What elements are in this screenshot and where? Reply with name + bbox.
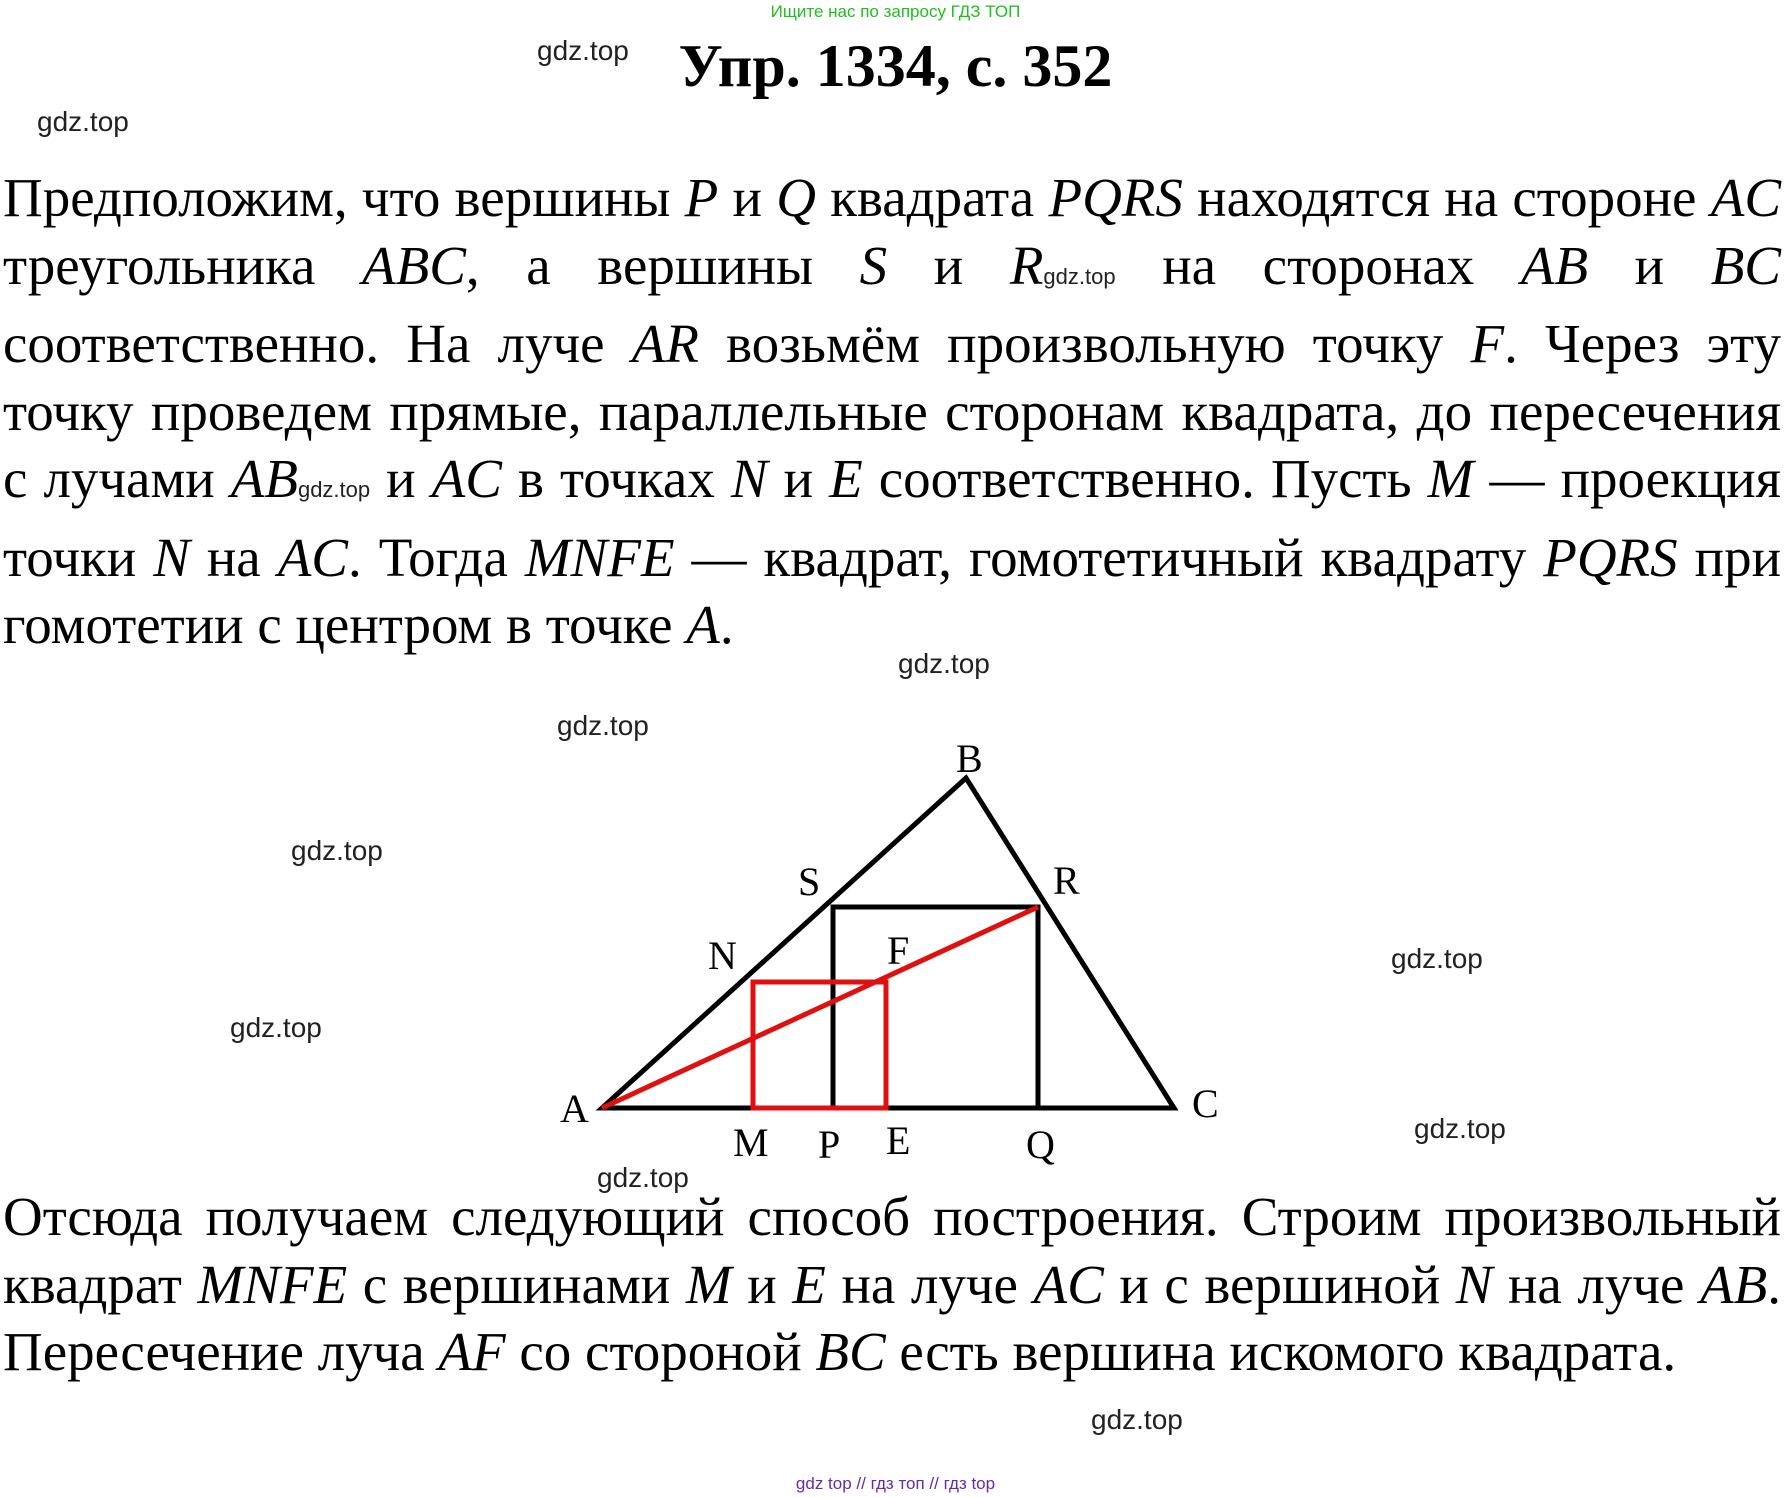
label-m: M (733, 1120, 769, 1165)
watermark: gdz.top (1414, 1113, 1506, 1144)
segment-ar (602, 907, 1038, 1108)
label-b: B (956, 736, 983, 781)
watermark-inline: gdz.top (297, 477, 371, 502)
label-c: C (1192, 1081, 1219, 1126)
watermark: gdz.top (898, 648, 990, 679)
label-e: E (886, 1118, 911, 1163)
square-pqrs (833, 907, 1038, 1108)
solution-paragraph-1: Предположим, что вершины P и Q квадрата PQRS находятся на стороне AC треугольника ABC, а вершины S и Rgdz.top на сторонах AB и BC соответственно. На луче AR возьмём произвольную точку F. Через эту точку проведем прямые, параллельные сторонам квадрата, до пересечения с лучами ABgdz.top и AC в точках N и E соответственно. Пусть M — проекция точки N на AC. Тогда MNFE — квадрат, гомотетичный квадрату PQRS при гомотетии с центром в точке A. (3, 167, 1782, 655)
watermark: gdz.top (291, 835, 383, 866)
label-p: P (818, 1122, 841, 1167)
label-f: F (887, 928, 910, 973)
solution-paragraph-2: Отсюда получаем следующий способ построения. Строим произвольный квадрат MNFE с вершинами M и E на луче AC и с вершиной N на луче AB. Пересечение луча AF со стороной BC есть вершина искомого квадрата. (3, 1186, 1781, 1382)
label-n: N (708, 933, 737, 978)
label-a: A (560, 1086, 589, 1131)
watermark: gdz.top (557, 710, 649, 741)
label-r: R (1053, 858, 1080, 903)
watermark: gdz.top (537, 35, 629, 66)
square-mnfe (753, 982, 886, 1108)
label-q: Q (1026, 1122, 1055, 1167)
watermark: gdz.top (37, 106, 129, 137)
watermark-inline: gdz.top (1043, 263, 1116, 289)
page-title: Упр. 1334, с. 352 (678, 33, 1113, 99)
watermark: gdz.top (230, 1012, 322, 1043)
triangle-square-figure (540, 720, 1240, 1190)
watermark: gdz.top (1391, 943, 1483, 974)
footer-links: gdz top // гдз топ // гдз top (795, 1474, 996, 1493)
label-s: S (798, 859, 821, 904)
watermark: gdz.top (597, 1162, 689, 1193)
top-search-hint: Ищите нас по запросу ГДЗ ТОП (770, 2, 1021, 21)
watermark: gdz.top (1091, 1404, 1183, 1435)
